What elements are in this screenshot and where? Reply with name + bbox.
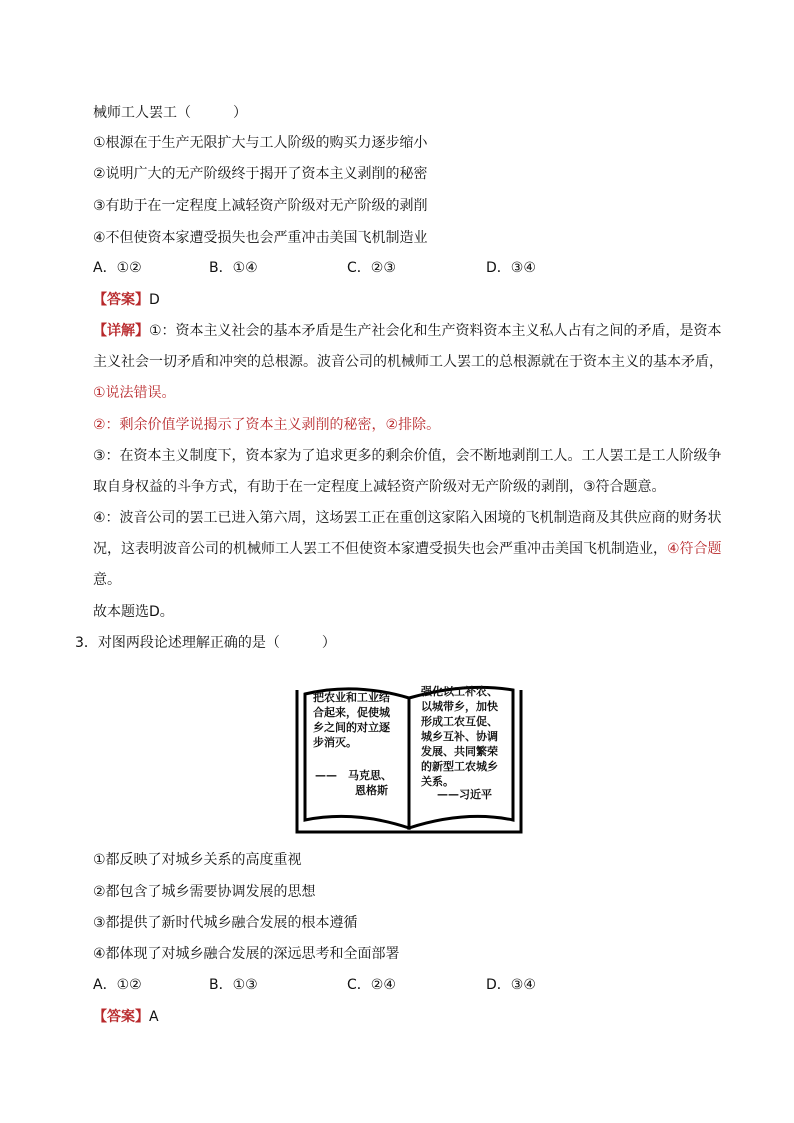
book-left-quote (313, 690, 390, 750)
q2-option-a: A．①② (93, 260, 142, 276)
question-number: 3． (75, 635, 98, 651)
answer-value: A (149, 1009, 159, 1025)
q3-statement-3: ③都提供了新时代城乡融合发展的根本遵循 (93, 915, 358, 931)
book-right-quote (421, 684, 498, 789)
book-left-author (315, 768, 392, 798)
detail-text: 况，这表明波音公司的机械师工人罢工不但使资本家遭受损失也会严重冲击美国飞机制造业， (93, 541, 667, 557)
q2-statement-4: ④不但使资本家遭受损失也会严重冲击美国飞机制造业 (93, 230, 428, 246)
quote-line: 合起来，促使城 (313, 706, 390, 719)
q2-option-b: B．①④ (209, 260, 258, 276)
q2-detail-para-3-line-2: 取自身权益的斗争方式，有助于在一定程度上减轻资产阶级对无产阶级的剥削，③符合题意。 (93, 479, 666, 495)
q2-conclusion: 故本题选D。 (93, 604, 174, 620)
detail-conclusion-red: ④符合题 (667, 541, 722, 557)
quote-line: 的新型工农城乡 (421, 760, 498, 773)
question-stem: 对图两段论述理解正确的是（ ） (97, 635, 336, 651)
q2-detail-para-3-line-1: ③：在资本主义制度下，资本家为了追求更多的剩余价值，会不断地剥削工人。工人罢工是工人阶级争 (93, 448, 722, 464)
q3-answer (93, 1007, 159, 1027)
q2-detail-para-4-line-3: 意。 (93, 572, 121, 588)
q3-option-a: A．①② (93, 977, 142, 993)
quote-line: 城乡互补、协调 (421, 730, 498, 743)
answer-value: D (149, 292, 160, 308)
q2-detail-line-2: 主义社会一切矛盾和冲突的总根源。波音公司的机械师工人罢工的总根源就在于资本主义的基本矛盾， (93, 354, 723, 370)
q2-statement-1: ①根源在于生产无限扩大与工人阶级的购买力逐步缩小 (93, 135, 428, 151)
q2-detail-line-1 (93, 321, 722, 341)
q2-detail-para-2: ②：剩余价值学说揭示了资本主义剥削的秘密，②排除。 (93, 417, 441, 433)
q2-statement-2: ②说明广大的无产阶级终于揭开了资本主义剥削的秘密 (93, 166, 428, 182)
q3-option-b: B．①③ (209, 977, 258, 993)
q3-stem (75, 633, 336, 653)
detail-tag: 【详解】 (93, 323, 149, 339)
answer-tag: 【答案】 (93, 1009, 149, 1025)
q2-answer (93, 290, 160, 310)
detail-text: ①：资本主义社会的基本矛盾是生产社会化和生产资料资本主义私人占有之间的矛盾，是资本 (149, 323, 722, 339)
quote-line: 形成工农互促、 (421, 715, 498, 728)
quote-line: 强化以工补农、 (421, 685, 498, 698)
q2-option-d: D．③④ (486, 260, 536, 276)
q2-option-c: C．②③ (347, 260, 396, 276)
quote-line: 把农业和工业结 (313, 691, 390, 704)
q2-detail-para-4-line-2 (93, 539, 722, 559)
quote-line: 以城带乡，加快 (421, 700, 498, 713)
book-right-author: ——习近平 (437, 788, 492, 801)
author-line: 恩格斯 (355, 784, 388, 797)
author-line: —— 马克思、 (315, 769, 392, 782)
open-book-illustration (295, 680, 523, 836)
q3-option-c: C．②④ (347, 977, 396, 993)
q2-detail-line-3: ①说法错误。 (93, 385, 176, 401)
q3-statement-2: ②都包含了城乡需要协调发展的思想 (93, 884, 316, 900)
q2-stem-tail: 械师工人罢工（ ） (93, 105, 247, 121)
quote-line: 发展、共同繁荣 (421, 745, 498, 758)
quote-line: 乡之间的对立逐 (313, 721, 390, 734)
quote-line: 步消灭。 (313, 736, 357, 749)
q3-statement-1: ①都反映了对城乡关系的高度重视 (93, 852, 302, 868)
q3-option-d: D．③④ (486, 977, 536, 993)
q2-statement-3: ③有助于在一定程度上减轻资产阶级对无产阶级的剥削 (93, 198, 428, 214)
answer-tag: 【答案】 (93, 292, 149, 308)
q3-statement-4: ④都体现了对城乡融合发展的深远思考和全面部署 (93, 946, 400, 962)
quote-line: 关系。 (421, 775, 454, 788)
q2-detail-para-4-line-1: ④：波音公司的罢工已进入第六周，这场罢工正在重创这家陷入困境的飞机制造商及其供应商的财务状 (93, 510, 722, 526)
